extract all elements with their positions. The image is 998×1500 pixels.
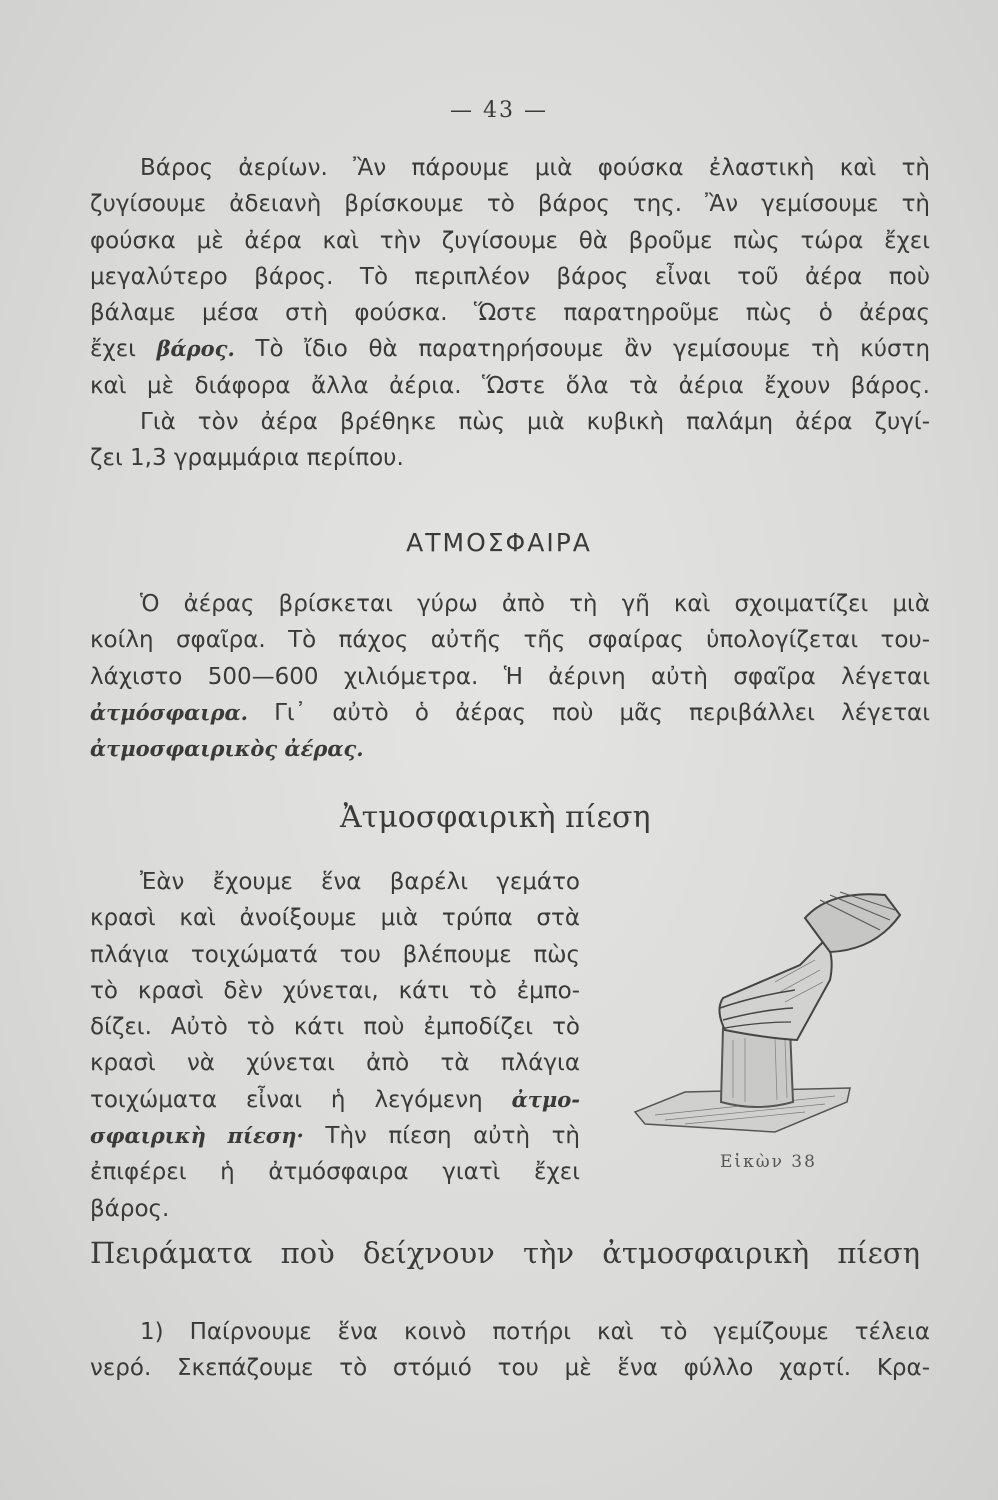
text-line: Ὁ ἀέρας βρίσκεται γύρω ἀπὸ τὴ γῆ καὶ σχοιματίζει μιὰ [140,591,930,617]
sleeve [805,894,900,952]
text-line: ζυγίσουμε ἀδειανὴ βρίσκουμε τὸ βάρος της. Ἂν γεμίσουμε τὴ [90,191,930,218]
text-line [90,695,930,731]
text-line: βάρος. [90,1195,170,1222]
text-run: Γι᾽ αὐτὸ ὁ ἀέρας ποὺ μᾶς περιβάλλει λέγεται [274,699,930,726]
text-line: Βάρος ἀερίων. Ἂν πάρουμε μιὰ φούσκα ἐλαστικὴ καὶ τὴ [140,155,930,181]
emphasis-weight: βάρος. [156,336,235,362]
page-number: — 43 — [450,98,548,123]
text-line: κρασὶ νὰ χύνεται ἀπὸ τὰ πλάγια [90,1050,580,1077]
text-line: μεγαλύτερο βάρος. Τὸ περιπλέον βάρος εἶναι τοῦ ἀέρα ποὺ [90,263,930,290]
emphasis-atmospheric-air: ἀτμοσφαιρικὸς ἀέρας. [90,736,364,762]
experiments-paragraph [90,1314,930,1387]
text-line: Γιὰ τὸν ἀέρα βρέθηκε πὼς μιὰ κυβικὴ παλάμη ἀέρα ζυγί- [140,409,930,436]
hand [719,940,831,1040]
text-run: Τὴν πίεση αὐτὴ τὴ [325,1123,580,1150]
atmosphere-heading: ΑΤΜΟΣΦΑΙΡΑ [406,528,592,557]
text-run: ἔχει [90,336,136,363]
emphasis-atmosphere: ἀτμόσφαιρα. [90,699,248,725]
emphasis-pressure: σφαιρικὴ πίεση· [90,1123,304,1149]
text-line: κοίλη σφαῖρα. Τὸ πάχος αὐτῆς τῆς σφαίρας ὑπολογίζεται του- [90,627,930,654]
pressure-paragraph [90,864,580,1227]
text-line: 1) Παίρνουμε ἕνα κοινὸ ποτήρι καὶ τὸ γεμίζουμε τέλεια [140,1319,930,1345]
text-line [90,1118,580,1154]
text-line: καὶ μὲ διάφορα ἄλλα ἀέρια. Ὥστε ὅλα τὰ ἀέρια ἔχουν βάρος. [90,372,930,399]
text-line: τὸ κρασὶ δὲν χύνεται, κάτι τὸ ἐμπο- [90,977,580,1004]
text-run: τοιχώματα εἶναι ἡ λεγόμενη [90,1086,483,1113]
text-run: Τὸ ἴδιο θὰ παρατηρήσουμε ἂν γεμίσουμε τὴ κύστη [255,336,931,363]
text-line [90,731,930,767]
atmosphere-paragraph [90,586,930,767]
text-line [90,331,930,367]
text-line: Ἐὰν ἔχουμε ἕνα βαρέλι γεμάτο [140,869,580,895]
pressure-heading: Ἀτμοσφαιρικὴ πίεση [340,800,651,835]
intro-paragraph [90,150,930,477]
text-line: φούσκα μὲ ἀέρα καὶ τὴν ζυγίσουμε θὰ βροῦμε πὼς τώρα ἔχει [90,227,930,254]
emphasis-pressure: ἀτμο- [511,1086,580,1112]
glass [721,1028,793,1107]
text-line: λάχιστο 500—600 χιλιόμετρα. Ἡ ἀέρινη αὐτὴ σφαῖρα λέγεται [90,663,930,690]
text-line: δίζει. Αὐτὸ τὸ κάτι ποὺ ἐμποδίζει τὸ [90,1014,580,1041]
text-line: κρασὶ καὶ ἀνοίξουμε μιὰ τρύπα στὰ [90,905,580,932]
text-line: πλάγια τοιχώματά του βλέπουμε πὼς [90,941,580,968]
experiments-heading: Πειράματα ποὺ δείχνουν τὴν ἀτμοσφαιρικὴ πίεση [90,1236,920,1270]
text-line: ἐπιφέρει ἡ ἀτμόσφαιρα γιατὶ ἔχει [90,1159,580,1186]
figure-caption: Εἰκὼν 38 [720,1152,817,1172]
text-line: νερό. Σκεπάζουμε τὸ στόμιό του μὲ ἕνα φύλλο χαρτί. Κρα- [90,1355,930,1382]
text-line: βάλαμε μέσα στὴ φούσκα. Ὥστε παρατηροῦμε πὼς ὁ ἀέρας [90,300,930,327]
text-line [90,1082,580,1118]
text-line: ζει 1,3 γραμμάρια περίπου. [90,445,404,472]
hand-pressing-glass-illustration [625,870,925,1140]
